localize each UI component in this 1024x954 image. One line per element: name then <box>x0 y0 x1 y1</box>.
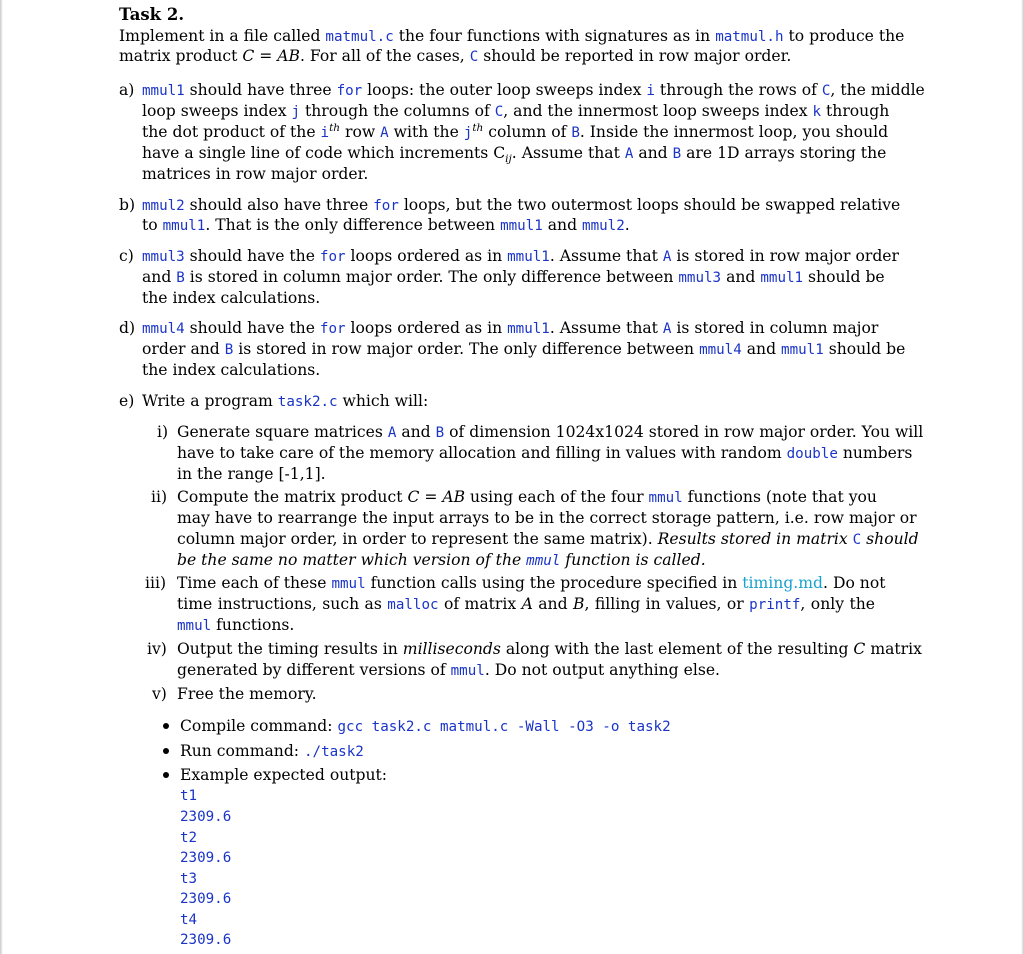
bullet-dot <box>163 723 169 729</box>
subitem-ii-line-4: be the same no matter which version of the mmul function is called. <box>177 551 706 569</box>
code-task2-c: task2.c <box>277 394 338 410</box>
subitem-ii-line-1: Compute the matrix product C = AB using each of the four mmul functions (note that you <box>177 488 877 506</box>
output-line: t3 <box>180 871 198 887</box>
task-title: Task 2. <box>119 5 185 24</box>
item-d-line-2: order and B is stored in row major order. The only difference between mmul4 and mmul1 should be <box>142 340 906 358</box>
intro-line-2: matrix product C = AB. For all of the cases, C should be reported in row major order. <box>119 47 792 65</box>
compile-command-line: Compile command: gcc task2.c matmul.c -Wall -O3 -o task2 <box>180 717 671 735</box>
item-c-line-2: and B is stored in column major order. The only difference between mmul3 and mmul1 should be <box>142 268 885 286</box>
subitem-label-iv: iv) <box>147 640 167 658</box>
subitem-iii-line-1: Time each of these mmul function calls using the procedure specified in timing.md. Do not <box>177 574 886 592</box>
example-output-label: Example expected output: <box>180 766 388 784</box>
math-c-eq-ab: C = AB <box>242 47 300 65</box>
item-a-line-2: loop sweeps index j through the columns of C, and the innermost loop sweeps index k through <box>142 102 890 120</box>
subitem-iii-line-2: time instructions, such as malloc of matrix A and B, filling in values, or printf, only the <box>177 595 875 613</box>
subitem-label-ii: ii) <box>151 488 168 506</box>
item-label-e: e) <box>119 392 135 410</box>
code-matmul-h: matmul.h <box>715 29 784 45</box>
item-a-line-4: have a single line of code which increments $C_{ij}$. Assume that A and B are 1D arrays storing the <box>142 144 887 166</box>
output-line: 2309.6 <box>180 891 232 907</box>
subitem-label-v: v) <box>152 685 167 703</box>
item-a-line-1: mmul1 should have three for loops: the outer loop sweeps index i through the rows of C, the middle <box>142 81 925 99</box>
output-line: 2309.6 <box>180 850 232 866</box>
subitem-i-line-3: in the range [-1,1]. <box>177 465 326 483</box>
item-a-line-5: matrices in row major order. <box>142 165 369 183</box>
item-c-line-3: the index calculations. <box>142 289 321 307</box>
output-line: 2309.6 <box>180 809 232 825</box>
subitem-ii-line-2: may have to rearrange the input arrays to be in the correct storage pattern, i.e. row major or <box>177 509 917 527</box>
output-line: t2 <box>180 830 198 846</box>
output-line: t1 <box>180 788 198 804</box>
item-label-c: c) <box>119 247 134 265</box>
item-b-line-2: to mmul1. That is the only difference between mmul1 and mmul2. <box>142 216 630 234</box>
subitem-i-line-2: have to take care of the memory allocation and filling in values with random double numbers <box>177 444 913 462</box>
run-command-line: Run command: ./task2 <box>180 742 364 760</box>
code-matmul-c: matmul.c <box>325 29 394 45</box>
item-d-line-1: mmul4 should have the for loops ordered as in mmul1. Assume that A is stored in column major <box>142 319 879 337</box>
subitem-i-line-1: Generate square matrices A and B of dimension 1024x1024 stored in row major order. You will <box>177 423 924 441</box>
timing-md-link[interactable]: timing.md <box>742 574 824 592</box>
subitem-iv-line-1: Output the timing results in milliseconds along with the last element of the resulting C matrix <box>177 640 922 658</box>
item-a-line-3: the dot product of the $i^{th}$ row A with the $j^{th}$ column of B. Inside the innermost loop, you should <box>142 121 889 141</box>
bullet-dot <box>163 772 169 778</box>
item-d-line-3: the index calculations. <box>142 361 321 379</box>
item-e-line-1: Write a program task2.c which will: <box>142 392 429 410</box>
subitem-label-i: i) <box>157 423 169 441</box>
item-label-b: b) <box>119 196 136 214</box>
output-line: t4 <box>180 912 198 928</box>
compile-command-code: gcc task2.c matmul.c -Wall -O3 -o task2 <box>337 719 671 735</box>
subitem-v-line-1: Free the memory. <box>177 685 317 703</box>
subitem-iii-line-3: mmul functions. <box>177 616 295 634</box>
run-command-code: ./task2 <box>304 744 364 760</box>
item-b-line-1: mmul2 should also have three for loops, but the two outermost loops should be swapped relative <box>142 196 901 214</box>
bullet-dot <box>163 748 169 754</box>
code-c: C <box>469 49 479 65</box>
item-label-d: d) <box>119 319 136 337</box>
subitem-ii-line-3: column major order, in order to represent the same matrix). Results stored in matrix C should <box>177 530 919 548</box>
subitem-iv-line-2: generated by different versions of mmul. Do not output anything else. <box>177 661 721 679</box>
subitem-label-iii: iii) <box>145 574 167 592</box>
item-c-line-1: mmul3 should have the for loops ordered as in mmul1. Assume that A is stored in row major order <box>142 247 899 265</box>
item-label-a: a) <box>119 81 135 99</box>
page-edge-left <box>0 0 3 954</box>
intro-line-1: Implement in a file called matmul.c the four functions with signatures as in matmul.h to produce the <box>119 27 905 45</box>
output-line: 2309.6 <box>180 932 232 948</box>
